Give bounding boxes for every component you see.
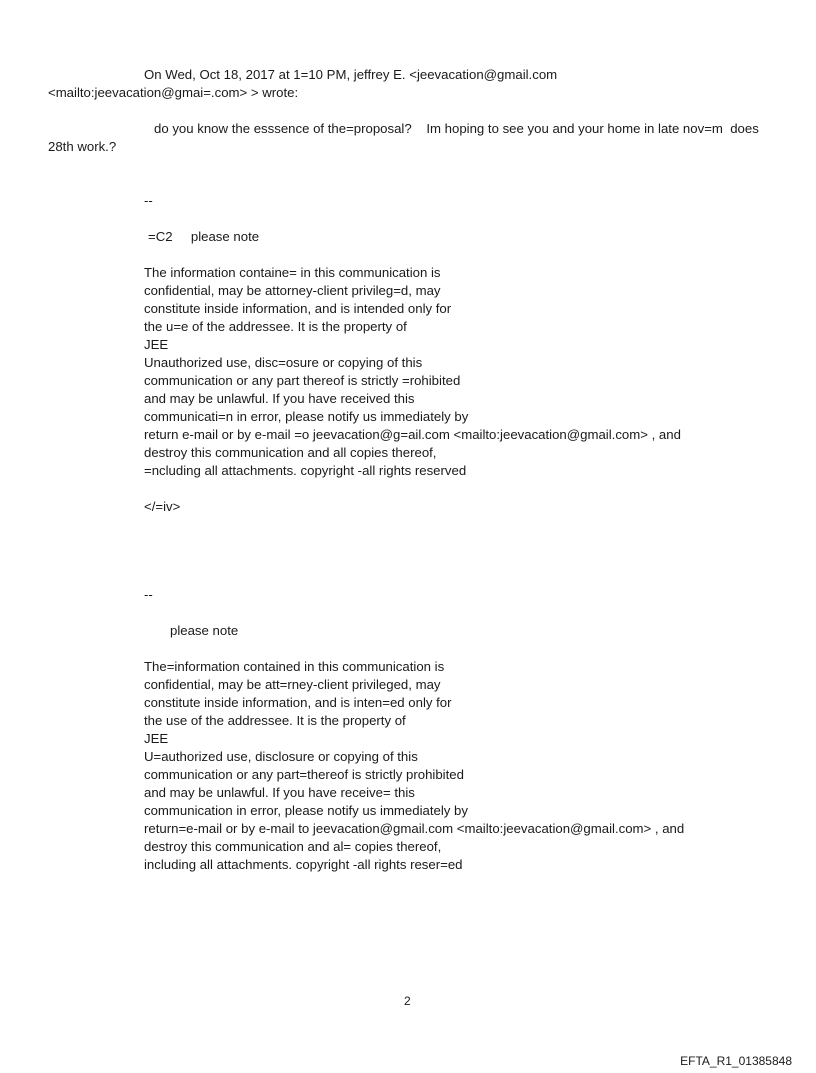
notice-line: the u=e of the addressee. It is the property of [144,319,407,334]
notice-line: constitute inside information, and is intended only for [144,301,452,316]
notice-line: communication or any part thereof is strictly =rohibited [144,373,461,388]
notice-line: The information containe= in this communication is [144,265,441,280]
notice-line: destroy this communication and all copies thereof, [144,445,437,460]
message-line-1: do you know the esssence of the=proposal? Im hoping to see you and your home in late nov=m does [154,121,759,136]
notice-line: destroy this communication and al= copies thereof, [144,839,442,854]
notice-line: communication in error, please notify us immediately by [144,803,468,818]
email-header-line-1: On Wed, Oct 18, 2017 at 1=10 PM, jeffrey E. <jeevacation@gmail.com [144,67,558,82]
signature-separator-2: -- [144,587,153,602]
notice-line: =ncluding all attachments. copyright -all rights reserved [144,463,467,478]
notice-line: confidential, may be att=rney-client privileged, may [144,677,441,692]
notice-line: Unauthorized use, disc=osure or copying of this [144,355,423,370]
notice-line: U=authorized use, disclosure or copying of this [144,749,418,764]
signature-note-heading: =C2 please note [148,229,260,244]
notice-line: constitute inside information, and is inten=ed only for [144,695,452,710]
notice-line: the use of the addressee. It is the property of [144,713,406,728]
notice-line: return=e-mail or by e-mail to jeevacation@gmail.com <mailto:jeevacation@gmail.com> , and [144,821,685,836]
document-id: EFTA_R1_01385848 [680,1054,792,1068]
notice-line: communication or any part=thereof is strictly prohibited [144,767,464,782]
signature-separator: -- [144,193,153,208]
notice-line: confidential, may be attorney-client privileg=d, may [144,283,441,298]
notice-line: communicati=n in error, please notify us immediately by [144,409,469,424]
signature-note-heading-2: please note [170,623,239,638]
notice-line: JEE [144,337,169,352]
html-close-tag: </=iv> [144,499,181,514]
notice-line: return e-mail or by e-mail =o jeevacation@g=ail.com <mailto:jeevacation@gmail.com> , and [144,427,681,442]
notice-line: JEE [144,731,169,746]
page-number: 2 [404,994,411,1008]
notice-line: The=information contained in this communication is [144,659,445,674]
message-line-2: 28th work.? [48,139,117,154]
notice-line: including all attachments. copyright -all rights reser=ed [144,857,463,872]
email-header-line-2: <mailto:jeevacation@gmai=.com> > wrote: [48,85,299,100]
notice-line: and may be unlawful. If you have received this [144,391,415,406]
notice-line: and may be unlawful. If you have receive= this [144,785,415,800]
